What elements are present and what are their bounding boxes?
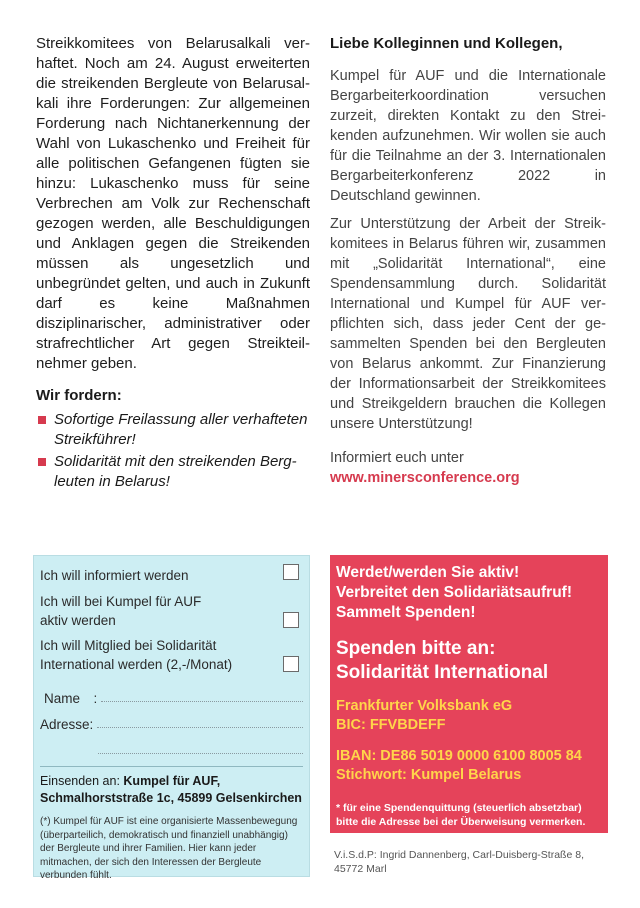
list-item: Sofortige Freilassung aller verhafteten Streikführer!: [36, 410, 310, 450]
signup-form: [33, 555, 310, 881]
bank-details: Frankfurter Volksbank eG BIC: FFVBDEFF: [336, 698, 513, 733]
address-input-line-2[interactable]: [98, 753, 303, 754]
address-field[interactable]: Adresse:: [40, 706, 303, 732]
call-to-action-2: Verbreitet den Solidariätsaufruf!: [336, 584, 572, 601]
greeting-heading: Liebe Kolleginnen und Kollegen,: [330, 35, 563, 52]
form-footnote: (*) Kumpel für AUF ist eine organisierte Massenbewegung (überparteilich, demokratisch und finanziell unabhängig) der Bergleute und ihrer Familien. Hier kann jeder mitmachen, der sich den Interessen der Bergleute verbunden fühlt.: [40, 816, 298, 881]
bullet-square-icon: [38, 416, 46, 424]
informed-checkbox[interactable]: [283, 564, 299, 580]
name-field[interactable]: Name :: [40, 680, 303, 706]
receipt-note: * für eine Spendenquittung (steuerlich absetzbar) bitte die Adresse bei der Überweisung vermerken.: [336, 802, 586, 828]
demands-list: [36, 410, 310, 492]
imprint: V.i.S.d.P: Ingrid Dannenberg, Carl-Duisberg-Straße 8, 45772 Marl: [334, 849, 584, 875]
send-to-text: Einsenden an: Kumpel für AUF, Schmalhorststraße 1c, 45899 Gelsenkirchen: [40, 774, 302, 805]
option-informed: Ich will informiert werden: [40, 562, 303, 592]
donation-recipient: Spenden bitte an: Solidarität International: [336, 638, 549, 683]
donation-box: [330, 555, 608, 833]
left-column: [36, 0, 310, 494]
member-checkbox[interactable]: [283, 656, 299, 672]
iban-details: IBAN: DE86 5019 0000 6100 8005 84 Stichwort: Kumpel Belarus: [336, 748, 582, 783]
option-member: Ich will Mitglied bei Solidarität International werden (2,-/Monat): [40, 636, 303, 680]
name-input-line[interactable]: [101, 701, 303, 702]
bullet-square-icon: [38, 458, 46, 466]
active-checkbox[interactable]: [283, 612, 299, 628]
address-field-line-2[interactable]: [40, 732, 303, 758]
intro-paragraph: Streikkomitees von Belarusalkali verhaftet. Noch am 24. August erweiterten die streikenden Bergleute von Belarusalkali ihre Forderungen: Zur allgemeinen Forderung nach Nichtanerkennung der Wahl von Lukaschenko und Freiheit für alle politischen Gefangenen fügten sie hinzu: Lukaschenko muss für seine Verbrechen am Volk zur Rechenschaft gezogen werden, alle Beschuldigungen und Anklagen gegen die Streikenden müssen als ungesetzlich und unbegründet gelten, und auch in Zukunft darf es keine Maßnahmen disziplinarischer, administrativer oder strafrechtlicher Art gegen Streikteilnehmer geben.: [36, 35, 310, 372]
list-item: Solidarität mit den streikenden Bergleuten in Belarus!: [36, 452, 310, 492]
address-input-line[interactable]: [97, 727, 303, 728]
call-to-action-3: Sammelt Spenden!: [336, 604, 476, 621]
letter-paragraph-2: Zur Unterstützung der Arbeit der Streikkomitees in Belarus führen wir, zusammen mit „Solidarität International“, eine Spendensammlung durch. Solidarität International und Kumpel für AUF verpflichten sich, dass jeder Cent der gesammelten Spenden bei den Bergleuten von Belarus ankommt. Zur Finanzierung der Informationsarbeit der Streikkomitees und Streikgeldern brauchen die Kollegen unsere Unterstützung!: [330, 216, 606, 432]
divider: [40, 766, 303, 767]
call-to-action-1: Werdet/werden Sie aktiv!: [336, 564, 520, 581]
option-active: Ich will bei Kumpel für AUF aktiv werden: [40, 592, 303, 634]
letter-paragraph-1: Kumpel für AUF und die Internationale Bergarbeiterkoordination versuchen zurzeit, direkten Kontakt zu den Streikenden aufzunehmen. Wir wollen sie auch für die Teilnahme an der 3. Internationalen Bergarbeiterkonferenz 2022 in Deutschland gewinnen.: [330, 68, 606, 204]
demands-heading: Wir fordern:: [36, 387, 122, 404]
website-link[interactable]: www.minersconference.org: [330, 470, 520, 486]
info-text: Informiert euch unter: [330, 450, 464, 466]
right-column: [330, 0, 606, 488]
